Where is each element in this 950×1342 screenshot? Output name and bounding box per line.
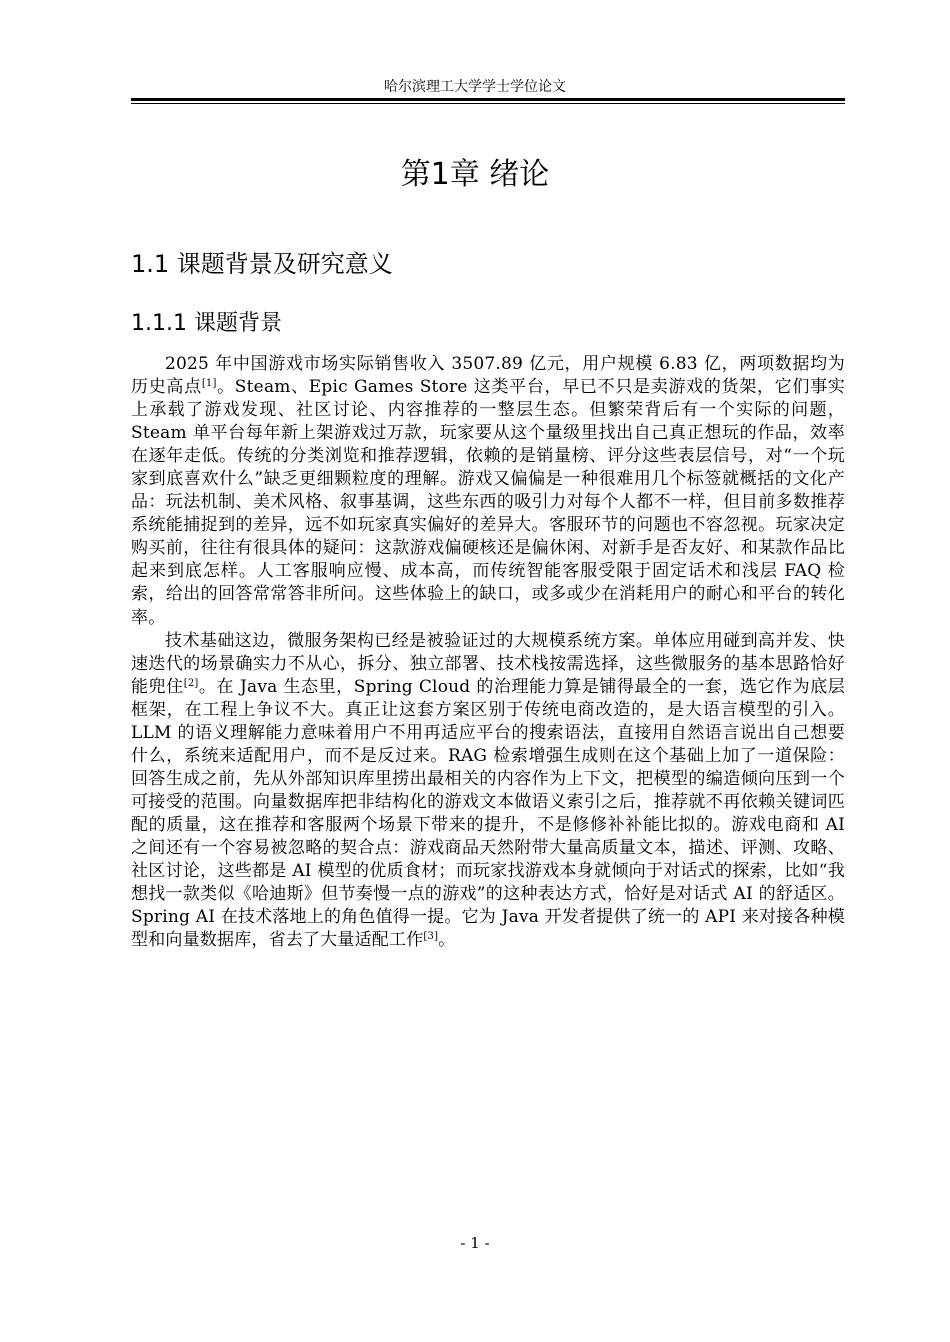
header-rule-thick <box>131 98 845 101</box>
paragraph-2 <box>131 630 845 953</box>
citation-3[interactable]: [3] <box>423 931 439 943</box>
header-rule-thin <box>131 103 845 104</box>
page-number: - 1 - <box>460 1234 490 1252</box>
paragraph-1-text-cont: 。Steam、Epic Games Store 这类平台，早已不只是卖游戏的货架，它们事实上承载了游戏发现、社区讨论、内容推荐的一整层生态。但繁荣背后有一个实际的问题，Steam 单平台每年新上架游戏过万款，玩家要从这个量级里找出自己真正想玩的作品，效率在逐年走低。传统的分类浏览和推荐逻辑，依赖的是销量榜、评分这些表层信号，对“一个玩家到底喜欢什么”缺乏更细颗粒度的理解。游戏又偏偏是一种很难用几个标签就概括的文化产品：玩法机制、美术风格、叙事基调，这些东西的吸引力对每个人都不一样，但目前多数推荐系统能捕捉到的差异，远不如玩家真实偏好的差异大。客服环节的问题也不容忽视。玩家决定购买前，往往有很具体的疑问：这款游戏偏硬核还是偏休闲、对新手是否友好、和某款作品比起来到底怎样。人工客服响应慢、成本高，而传统智能客服受限于固定话术和浅层 FAQ 检索，给出的回答常常答非所问。这些体验上的缺口，或多或少在消耗用户的耐心和平台的转化率。 <box>131 377 845 628</box>
running-header: 哈尔滨理工大学学士学位论文 <box>384 79 566 95</box>
paragraph-1-text: 2025 年中国游戏市场实际销售收入 3507.89 亿元，用户规模 6.83 亿，两项数据均为历史高点 <box>131 354 845 398</box>
chapter-title: 第1章 绪论 <box>400 157 550 192</box>
paragraph-2-text-cont: 。在 Java 生态里，Spring Cloud 的治理能力算是铺得最全的一套，选它作为底层框架，在工程上争议不大。真正让这套方案区别于传统电商改造的，是大语言模型的引入。LLM 的语义理解能力意味着用户不用再适应平台的搜索语法，直接用自然语言说出自己想要什么，系统来适配用户，而不是反过来。RAG 检索增强生成则在这个基础上加了一道保险：回答生成之前，先从外部知识库里捞出最相关的内容作为上下文，把模型的编造倾向压到一个可接受的范围。向量数据库把非结构化的游戏文本做语义索引之后，推荐就不再依赖关键词匹配的质量，这在推荐和客服两个场景下带来的提升，不是修修补补能比拟的。游戏电商和 AI 之间还有一个容易被忽略的契合点：游戏商品天然附带大量高质量文本，描述、评测、攻略、社区讨论，这些都是 AI 模型的优质食材；而玩家找游戏本身就倾向于对话式的探索，比如“我想找一款类似《哈迪斯》但节奏慢一点的游戏”的这种表达方式，恰好是对话式 AI 的舒适区。Spring AI 在技术落地上的角色值得一提。它为 Java 开发者提供了统一的 API 来对接各种模型和向量数据库，省去了大量适配工作 <box>131 676 846 951</box>
paragraph-2-text-end: 。 <box>438 930 456 951</box>
citation-2[interactable]: [2] <box>183 677 199 689</box>
citation-1[interactable]: [1] <box>201 378 217 390</box>
paragraph-2-text: 技术基础这边，微服务架构已经是被验证过的大规模系统方案。单体应用碰到高并发、快速迭代的场景确实力不从心，拆分、独立部署、技术栈按需选择，这些微服务的基本思路恰好能兜住 <box>131 630 845 697</box>
section-heading: 1.1 课题背景及研究意义 <box>131 250 393 278</box>
body-text <box>131 353 845 952</box>
paragraph-1 <box>131 353 845 630</box>
subsection-heading: 1.1.1 课题背景 <box>131 311 282 336</box>
